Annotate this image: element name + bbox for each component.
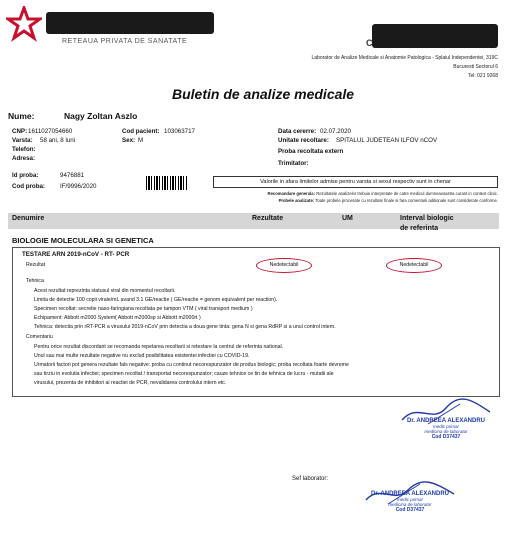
stamp-specialty: medicina de laborator	[424, 429, 468, 434]
age-label: Varsta:	[12, 137, 33, 144]
external-sample-label: Proba recoltata extern	[278, 148, 344, 155]
lab-city: Bucuresti Sectorul 6	[453, 64, 498, 70]
section-title: BIOLOGIE MOLECULARA SI GENETICA	[12, 236, 154, 245]
column-results: Rezultate	[252, 215, 284, 222]
sample-code-value: IF/9996/2020	[60, 183, 97, 190]
technique-line: Specimen recoltat: secretie naso-faringiana recoltata pe tampon VTM ( viral transport medium )	[34, 306, 253, 312]
technique-line: Acest rezultat reprezinta statusul viral din momentul recoltarii.	[34, 288, 176, 294]
sex-value: M	[138, 137, 144, 144]
result-label: Rezultat	[26, 262, 46, 268]
comments-title: Comentariu	[26, 334, 53, 340]
column-reference-line1: Interval biologic	[400, 215, 454, 222]
comment-line: Urmatorii factori pot genera rezultate fals negative: proba cu continut necorespunzator de produs biologic; proba recoltata foarte devreme	[34, 362, 349, 368]
redacted-logo-name	[46, 12, 214, 34]
patient-name: Nagy Zoltan Aszlo	[64, 111, 138, 121]
samples-text: Toate probele procesate cu rezultate finale si fara comentarii aditionale sunt considerate conforme.	[315, 198, 498, 203]
recommendation-label: Recomandare generala:	[267, 191, 316, 196]
sample-id-value: 9476881	[60, 172, 85, 179]
doctor-stamp	[362, 491, 458, 513]
comment-line: Unul sau mai multe rezultate negative nu exclud posibilitatea existentei infectiei cu COVID-19.	[34, 353, 250, 359]
comment-line: sau tirziu in evolutia infectiei; specimen recoltat / transportat necorespunzator; cauze tehnice ce tin de tehnica de lucru - mutatii ale	[34, 371, 334, 377]
stamp-doctor-name: Dr. ANDREEA ALEXANDRU	[370, 491, 449, 497]
chief-label: Sef laborator:	[292, 476, 329, 482]
stamp-doctor-name: Dr. ANDREEA ALEXANDRU	[406, 418, 485, 424]
sex-label: Sex:	[122, 137, 136, 144]
network-tagline: RETEAUA PRIVATA DE SANATATE	[62, 38, 188, 45]
request-date-label: Data cererre:	[278, 128, 317, 135]
patient-code-label: Cod pacient:	[122, 128, 160, 135]
stamp-specialty: medicina de laborator	[388, 502, 432, 507]
lab-address: Laborator de Analize Medicale si Anatomie Patologica - Splaiul Independentei, 319C	[311, 55, 498, 61]
column-um: UM	[342, 215, 353, 222]
redacted-right-logo	[372, 24, 498, 48]
barcode	[146, 176, 188, 190]
collection-unit-value: SPITALUL JUDETEAN ILFOV nCOV	[336, 137, 438, 144]
collection-unit-label: Unitate recoltare:	[278, 137, 329, 144]
network-logo-icon	[6, 6, 42, 42]
patient-code-value: 103063717	[164, 128, 195, 135]
cnp-value: 1611027054660	[28, 128, 73, 135]
technique-title: Tehnica	[26, 278, 44, 284]
sample-code-label: Cod proba:	[12, 183, 45, 190]
sample-id-label: Id proba:	[12, 172, 39, 179]
samples-label: Probele analizate:	[278, 198, 315, 203]
analyzed-samples-note	[279, 198, 498, 203]
right-logo-letter: C	[366, 38, 373, 48]
column-reference-line2: de referinta	[400, 225, 439, 232]
result-value: Nedetectabil	[256, 258, 312, 273]
column-name: Denumire	[12, 215, 45, 222]
cnp-label: CNP:	[12, 128, 28, 135]
stamp-title: medic primar	[432, 424, 459, 429]
lab-phone: Tel: 021 9268	[467, 73, 498, 79]
out-of-range-note: Valorile in afara limitelor admise pentru varsta si sexul respectiv sunt in chenar	[213, 176, 498, 188]
general-recommendation	[268, 191, 498, 196]
recommendation-text: Rezultatele analizelor trebuie interpretate de catre medicul dumneavoastra curant in context clinic.	[316, 191, 498, 196]
comment-line: virusului, prezenta de inhibitori ai reactiei de PCR, nevalidarea controlului intern etc.	[34, 380, 227, 386]
page-title: Buletin de analize medicale	[172, 86, 355, 102]
technique-line: Tehnica: detectia prin rRT-PCR a virusului 2019-nCoV prin detectia a doua gene tinta: gena N si gena RdRP si a unui control intern.	[34, 324, 336, 330]
technique-line: Limita de detectie 100 copii virale/mL avand 3.1 GE/reactie ( GE/reactie = genom equivalent per reaction).	[34, 297, 278, 303]
request-date-value: 02.07.2020	[320, 128, 351, 135]
test-title: TESTARE ARN 2019-nCoV - RT- PCR	[22, 251, 130, 258]
stamp-title: medic primar	[396, 497, 423, 502]
comment-line: Pentru orice rezultat discordant se recomanda repetarea recoltarii si retestare la centrul de referinta national.	[34, 344, 284, 350]
sender-label: Trimitator:	[278, 160, 309, 167]
doctor-stamp	[398, 418, 494, 440]
name-label: Nume:	[8, 111, 35, 121]
stamp-code: Cod D37437	[431, 434, 461, 440]
phone-label: Telefon:	[12, 146, 36, 153]
age-value: 58 ani, 8 luni	[40, 137, 76, 144]
reference-value: Nedetectabil	[386, 258, 442, 273]
technique-line: Echipament: Abbott m2000 System( Abbott m2000sp si Abbott m2000rt )	[34, 315, 201, 321]
stamp-code: Cod D37437	[395, 507, 425, 513]
address-label: Adresa:	[12, 155, 36, 162]
